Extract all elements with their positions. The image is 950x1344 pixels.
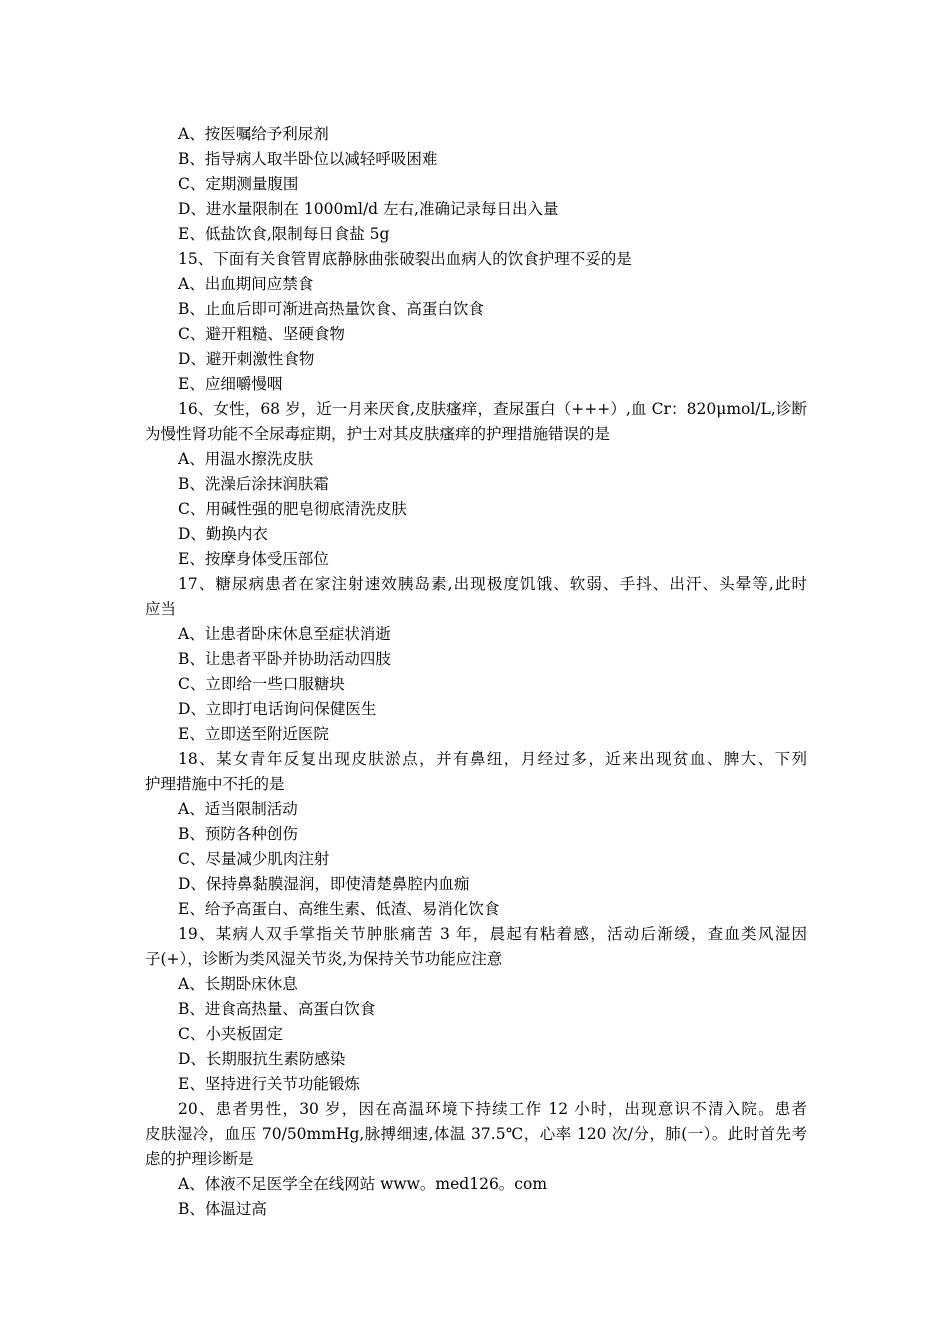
text-line-option: E、低盐饮食,限制每日食盐 5g xyxy=(178,225,390,243)
text-line-option: B、洗澡后涂抹润肤霜 xyxy=(178,475,329,493)
text-line-option: A、出血期间应禁食 xyxy=(178,275,314,293)
text-line-question: 皮肤湿冷，血压 70/50mmHg,脉搏细速,体温 37.5℃，心率 120 次/分，肺(一）。此时首先考 xyxy=(145,1125,807,1143)
text-line-question: 为慢性肾功能不全尿毒症期，护士对其皮肤瘙痒的护理措施错误的是 xyxy=(145,425,611,443)
text-line-option: B、止血后即可渐进高热量饮食、高蛋白饮食 xyxy=(178,300,484,318)
text-line-question: 20、患者男性，30 岁，因在高温环境下持续工作 12 小时，出现意识不清入院。患者 xyxy=(178,1100,807,1118)
text-line-option: B、体温过高 xyxy=(178,1200,267,1218)
text-line-option: C、定期测量腹围 xyxy=(178,175,299,193)
text-line-question: 护理措施中不托的是 xyxy=(145,775,285,793)
text-line-option: C、尽量减少肌肉注射 xyxy=(178,850,330,868)
text-line-option: D、避开刺激性食物 xyxy=(178,350,315,368)
text-line-question: 19、某病人双手掌指关节肿胀痛苦 3 年，晨起有粘着感，活动后渐缓，查血类风湿因 xyxy=(178,925,807,943)
text-line-option: A、体液不足医学全在线网站 www。med126。com xyxy=(178,1175,548,1193)
text-line-question: 虑的护理诊断是 xyxy=(145,1150,254,1168)
text-line-option: B、预防各种创伤 xyxy=(178,825,298,843)
text-line-option: D、进水量限制在 1000ml/d 左右,准确记录每日出入量 xyxy=(178,200,559,218)
text-line-option: 15、下面有关食管胃底静脉曲张破裂出血病人的饮食护理不妥的是 xyxy=(178,250,632,268)
question-text-body xyxy=(145,122,807,1222)
text-line-option: B、让患者平卧并协助活动四肢 xyxy=(178,650,391,668)
text-line-question: 子(+），诊断为类风湿关节炎,为保持关节功能应注意 xyxy=(145,950,503,968)
text-line-option: B、进食高热量、高蛋白饮食 xyxy=(178,1000,376,1018)
text-line-option: D、长期服抗生素防感染 xyxy=(178,1050,346,1068)
text-line-option: D、保持鼻黏膜湿润，即使清楚鼻腔内血痂 xyxy=(178,875,470,893)
text-line-option: A、长期卧床休息 xyxy=(178,975,298,993)
text-line-option: C、避开粗糙、坚硬食物 xyxy=(178,325,345,343)
text-line-option: E、坚持进行关节功能锻炼 xyxy=(178,1075,360,1093)
text-line-option: A、按医嘱给予利尿剂 xyxy=(178,125,329,143)
text-line-question: 16、女性，68 岁，近一月来厌食,皮肤瘙痒，查尿蛋白（+++）,血 Cr：820μmol/L,诊断 xyxy=(178,400,807,418)
text-line-option: C、立即给一些口服糖块 xyxy=(178,675,345,693)
text-line-option: E、按摩身体受压部位 xyxy=(178,550,329,568)
text-line-question: 17、糖尿病患者在家注射速效胰岛素,出现极度饥饿、软弱、手抖、出汗、头晕等,此时 xyxy=(178,575,807,593)
text-line-option: A、适当限制活动 xyxy=(178,800,298,818)
text-line-option: A、用温水擦洗皮肤 xyxy=(178,450,314,468)
text-line-question: 18、某女青年反复出现皮肤淤点，并有鼻纽，月经过多，近来出现贫血、脾大、下列 xyxy=(178,750,807,768)
text-line-question: 应当 xyxy=(145,600,177,618)
text-line-option: D、立即打电话询问保健医生 xyxy=(178,700,377,718)
text-line-option: D、勤换内衣 xyxy=(178,525,268,543)
text-line-option: E、立即送至附近医院 xyxy=(178,725,329,743)
text-line-option: A、让患者卧床休息至症状消逝 xyxy=(178,625,391,643)
text-line-option: C、小夹板固定 xyxy=(178,1025,283,1043)
text-line-option: E、给予高蛋白、高维生素、低渣、易消化饮食 xyxy=(178,900,500,918)
text-line-option: C、用碱性强的肥皂彻底清洗皮肤 xyxy=(178,500,407,518)
text-line-option: E、应细嚼慢咽 xyxy=(178,375,283,393)
text-line-option: B、指导病人取半卧位以减轻呼吸困难 xyxy=(178,150,438,168)
